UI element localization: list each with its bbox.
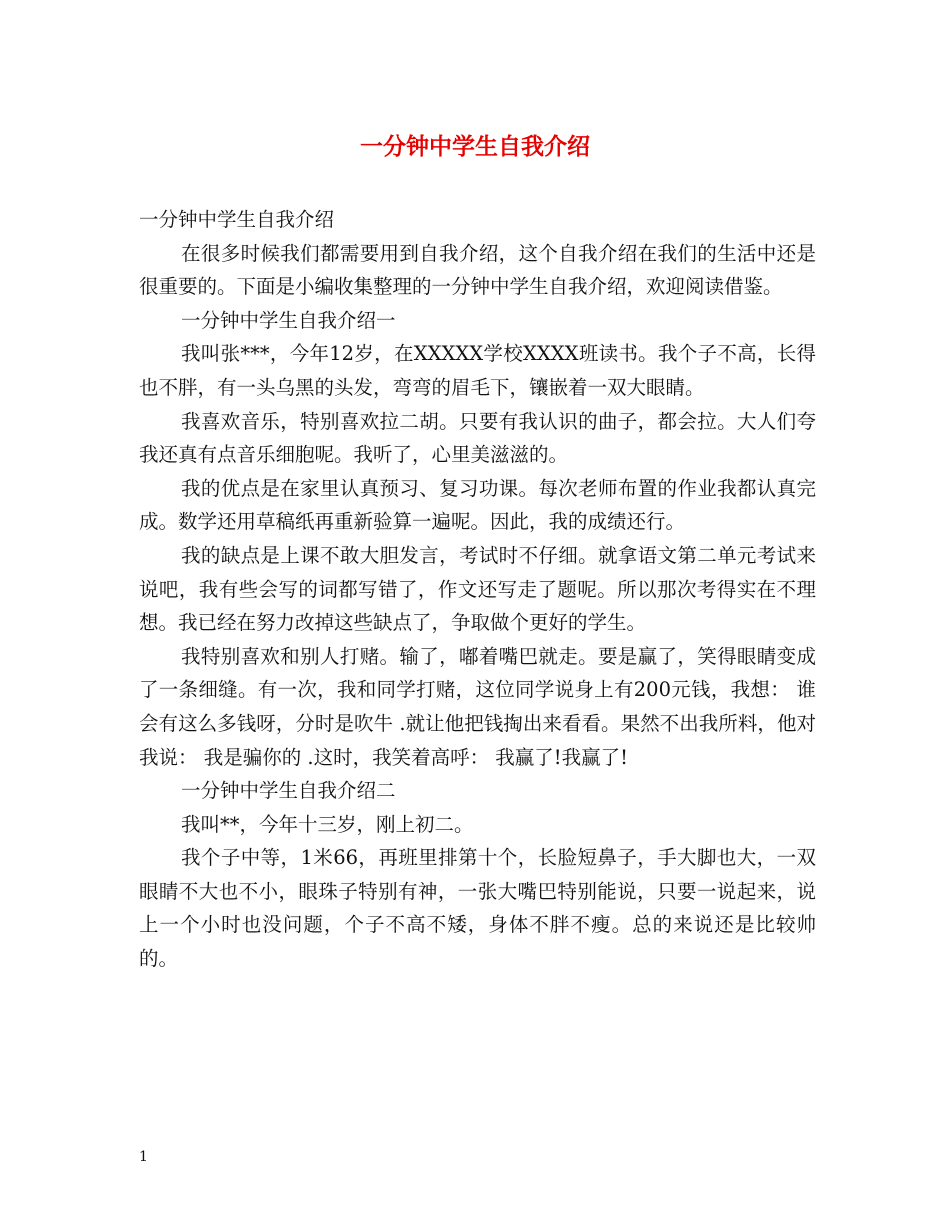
paragraph: 我个子中等，1米66，再班里排第十个，长脸短鼻子，手大脚也大，一双眼睛不大也不小，眼珠子特别有神，一张大嘴巴特别能说，只要一说起来，说上一个小时也没问题，个子不高不矮，身体不胖不瘦。总的来说还是比较帅的。 — [139, 846, 816, 971]
page-number: 1 — [139, 1149, 148, 1165]
section-heading-one: 一分钟中学生自我介绍一 — [181, 308, 396, 332]
paragraph: 我的缺点是上课不敢大胆发言，考试时不仔细。就拿语文第二单元考试来说吧，我有些会写的词都写错了，作文还写走了题呢。所以那次考得实在不理想。我已经在努力改掉这些缺点了，争取做个更好的学生。 — [139, 543, 816, 635]
paragraph: 我叫**，今年十三岁，刚上初二。 — [181, 812, 474, 836]
paragraph-heading: 一分钟中学生自我介绍 — [139, 208, 335, 231]
page-title: 一分钟中学生自我介绍 — [360, 133, 590, 160]
paragraph-intro: 在很多时候我们都需要用到自我介绍，这个自我介绍在我们的生活中还是很重要的。下面是小编收集整理的一分钟中学生自我介绍，欢迎阅读借鉴。 — [139, 241, 816, 299]
paragraph: 我叫张***，今年12岁，在XXXXX学校XXXX班读书。我个子不高，长得也不胖，有一头乌黑的头发，弯弯的眉毛下，镶嵌着一双大眼睛。 — [139, 342, 816, 399]
section-heading-two: 一分钟中学生自我介绍二 — [181, 779, 396, 803]
document-body — [139, 203, 816, 976]
paragraph: 我的优点是在家里认真预习、复习功课。每次老师布置的作业我都认真完成。数学还用草稿纸再重新验算一遍呢。因此，我的成绩还行。 — [139, 476, 816, 534]
paragraph: 我特别喜欢和别人打赌。输了，嘟着嘴巴就走。要是赢了，笑得眼睛变成了一条细缝。有一次，我和同学打赌，这位同学说身上有200元钱，我想： 谁会有这么多钱呀，分时是吹牛 .就让他把钱掏出来看看。果然不出我所料，他对我说： 我是骗你的 .这时，我笑着高呼： 我赢了!我赢了! — [139, 644, 816, 769]
paragraph: 我喜欢音乐，特别喜欢拉二胡。只要有我认识的曲子，都会拉。大人们夸我还真有点音乐细胞呢。我听了，心里美滋滋的。 — [139, 409, 816, 467]
